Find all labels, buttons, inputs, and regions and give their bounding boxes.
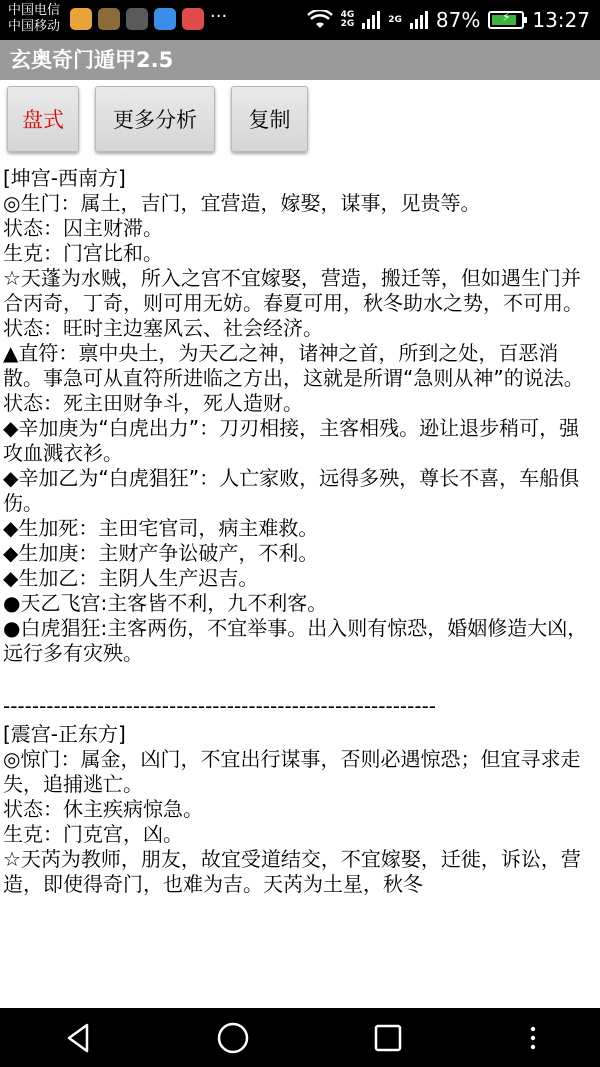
battery-icon: ⚡: [488, 11, 524, 29]
app-notification-icon: [98, 8, 120, 30]
text-line: ◎惊门：属金，凶门，不宜出行谋事，否则必遇惊恐；但宜寻求走失，追捕逃亡。: [3, 747, 581, 796]
toolbar: [0, 80, 600, 160]
map-notification-icon: [182, 8, 204, 30]
text-line: 状态：囚主财滞。: [3, 216, 163, 240]
signal-icon: [410, 11, 428, 29]
text-line: ☆天芮为教师，朋友，故宜受道结交，不宜嫁娶，迁徙，诉讼，营造，即使得奇门，也难为吉。天芮为土星，秋冬: [3, 847, 581, 896]
network-label: 2G: [388, 14, 402, 25]
clock: 13:27: [532, 8, 590, 32]
chart-layout-button[interactable]: 盘式: [7, 86, 79, 152]
battery-percent: 87%: [435, 8, 481, 32]
text-line: 状态：旺时主边塞风云、社会经济。: [3, 316, 323, 340]
section-heading: [震宫-正东方]: [3, 722, 126, 746]
carrier-labels: [8, 3, 60, 35]
text-line: 状态：休主疾病惊急。: [3, 797, 203, 821]
text-line: ◎生门：属土，吉门，宜营造，嫁娶，谋事，见贵等。: [3, 191, 481, 215]
text-line: 生克：门克宫，凶。: [3, 822, 183, 846]
network-label: 4G: [340, 10, 355, 20]
section-heading: [坤宫-西南方]: [3, 166, 126, 190]
text-line: ●白虎猖狂:主客两伤，不宜举事。出入则有惊恐，婚姻修造大凶，远行多有灾殃。: [3, 616, 588, 665]
text-line: ◆生加庚：主财产争讼破产，不利。: [3, 541, 319, 565]
kun-palace-section: [0, 166, 600, 666]
status-bar: [0, 0, 600, 40]
network-label: 2G: [340, 19, 355, 29]
signal-icon: [362, 11, 380, 29]
home-icon[interactable]: [216, 1021, 250, 1055]
carrier-2: 中国移动: [8, 19, 61, 34]
network-type-1: [341, 11, 355, 29]
app-notification-icon: [154, 8, 176, 30]
carrier-1: 中国电信: [8, 3, 61, 18]
section-divider: ------------------------------------------------------------: [3, 694, 437, 718]
app-title: 玄奥奇门遁甲2.5: [0, 40, 600, 80]
notification-icons: [70, 8, 227, 30]
navigation-bar: [0, 1008, 600, 1067]
text-line: ●天乙飞宫:主客皆不利，九不利客。: [3, 591, 328, 615]
text-line: 状态：死主田财争斗，死人造财。: [3, 391, 303, 415]
wifi-icon: [307, 10, 333, 30]
zhen-palace-section: [0, 722, 600, 897]
text-line: ◆辛加庚为“白虎出力”：刀刃相接，主客相残。逊让退步稍可，强攻血溅衣衫。: [3, 416, 580, 465]
spacer: [0, 666, 600, 691]
menu-icon[interactable]: [526, 1021, 540, 1055]
system-icons: [307, 8, 590, 32]
copy-button[interactable]: 复制: [231, 86, 308, 152]
analysis-text[interactable]: [0, 166, 600, 1008]
text-line: 生克：门宫比和。: [3, 241, 163, 265]
text-line: ◆辛加乙为“白虎猖狂”：人亡家败，远得多殃，尊长不喜，车船俱伤。: [3, 466, 580, 515]
usb-icon: [126, 8, 148, 30]
app-notification-icon: [70, 8, 92, 30]
network-type-2: [388, 16, 402, 25]
text-line: ◆生加死：主田宅官司，病主难救。: [3, 516, 319, 540]
more-analysis-button[interactable]: 更多分析: [95, 86, 215, 152]
text-line: ▲直符：禀中央土，为天乙之神，诸神之首，所到之处，百恶消散。事急可从直符所进临之方出，这就是所谓“急则从神”的说法。: [3, 341, 584, 390]
text-line: ☆天蓬为水贼，所入之宫不宜嫁娶，营造，搬迁等，但如遇生门并合丙奇，丁奇，则可用无妨。春夏可用，秋冬助水之势，不可用。: [3, 266, 583, 315]
recents-icon[interactable]: [371, 1021, 405, 1055]
back-icon[interactable]: [61, 1021, 95, 1055]
text-line: ◆生加乙：主阴人生产迟吉。: [3, 566, 259, 590]
more-notifications-icon: ···: [210, 6, 228, 27]
